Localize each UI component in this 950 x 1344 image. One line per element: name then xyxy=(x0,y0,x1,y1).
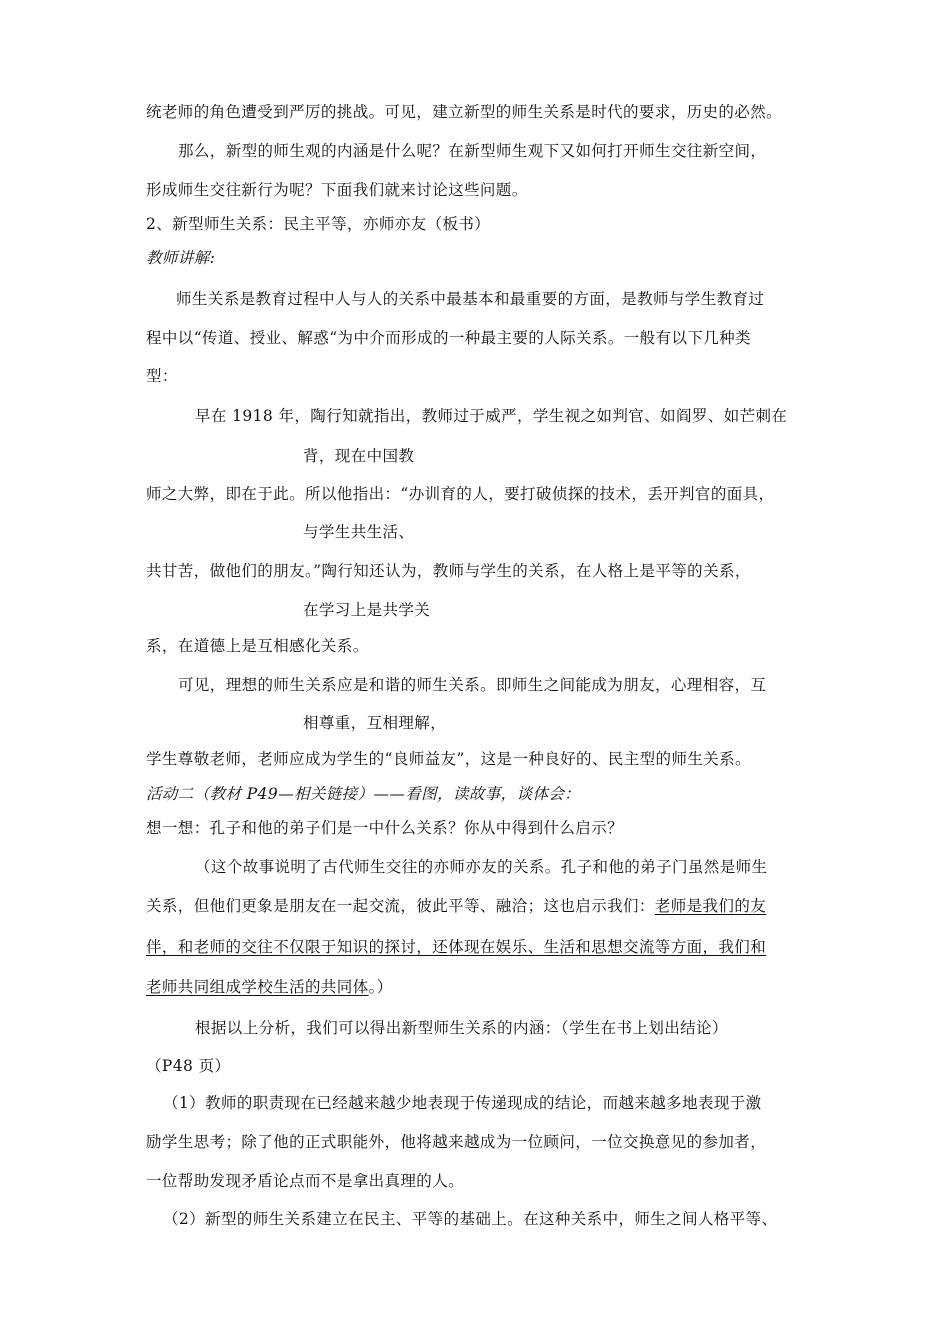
teacher-explanation-label: 教师讲解: xyxy=(146,249,216,267)
text-line: 背，现在中国教 xyxy=(303,447,415,465)
text-line: （2）新型的师生关系建立在民主、平等的基础上。在这种关系中，师生之间人格平等、 xyxy=(163,1210,778,1228)
underlined-text: 老师是我们的友 xyxy=(654,897,767,915)
page-reference: （P48 页） xyxy=(146,1057,231,1075)
text-line: 程中以“传道、授业、解惑“为中介而形成的一种最主要的人际关系。一般有以下几种类 xyxy=(146,329,751,347)
text-line xyxy=(146,977,393,997)
text-line: 形成师生交往新行为呢？下面我们就来讨论这些问题。 xyxy=(146,181,528,199)
text-line: （这个故事说明了古代师生交往的亦师亦友的关系。孔子和他的弟子门虽然是师生 xyxy=(195,858,768,876)
text-segment: 关系，但他们更象是朋友在一起交流，彼此平等、融洽；这也启示我们： xyxy=(146,897,655,915)
text-line: 那么，新型的师生观的内涵是什么呢？在新型师生观下又如何打开师生交往新空间， xyxy=(178,142,767,160)
text-line: 可见，理想的师生关系应是和谐的师生关系。即师生之间能成为朋友，心理相容，互 xyxy=(178,676,767,694)
text-line xyxy=(146,896,766,916)
text-line: 一位帮助发现矛盾论点而不是拿出真理的人。 xyxy=(146,1172,465,1190)
text-line: 师生关系是教育过程中人与人的关系中最基本和最重要的方面，是教师与学生教育过 xyxy=(176,290,765,308)
text-line: 根据以上分析，我们可以得出新型师生关系的内涵：（学生在书上划出结论） xyxy=(195,1019,728,1037)
text-line: 在学习上是共学关 xyxy=(303,601,431,619)
text-line: 相尊重，互相理解， xyxy=(303,714,447,732)
underlined-text: 伴，和老师的交往不仅限于知识的探讨，还体现在娱乐、生活和思想交流等方面，我们和 xyxy=(146,938,767,956)
text-line: 学生尊敬老师，老师应成为学生的“良师益友”，这是一种良好的、民主型的师生关系。 xyxy=(146,750,751,768)
text-line: 与学生共生活、 xyxy=(303,523,415,541)
activity-heading: 活动二（教材 P49—相关链接）——看图，读故事，谈体会： xyxy=(146,785,581,803)
text-segment: 。） xyxy=(368,978,393,996)
question-line: 想一想：孔子和他的弟子们是一中什么关系？你从中得到什么启示？ xyxy=(146,819,624,837)
section-heading: 2、新型师生关系：民主平等，亦师亦友（板书） xyxy=(146,215,491,233)
text-line: 系，在道德上是互相感化关系。 xyxy=(146,637,369,655)
text-line: 早在 1918 年，陶行知就指出，教师过于威严，学生视之如判官、如阎罗、如芒刺在 xyxy=(195,407,788,425)
text-line: 励学生思考；除了他的正式职能外，他将越来越成为一位顾问，一位交换意见的参加者， xyxy=(146,1133,767,1151)
text-line: 型： xyxy=(146,367,178,385)
text-line: 共甘苦，做他们的朋友。”陶行知还认为，教师与学生的关系，在人格上是平等的关系， xyxy=(146,562,751,580)
text-line: 师之大弊，即在于此。所以他指出：“办训育的人，要打破侦探的技术，丢开判官的面具， xyxy=(146,485,775,503)
underlined-text: 老师共同组成学校生活的共同体 xyxy=(146,978,369,996)
text-line: 统老师的角色遭受到严厉的挑战。可见，建立新型的师生关系是时代的要求，历史的必然。 xyxy=(146,103,783,121)
text-line: （1）教师的职责现在已经越来越少地表现于传递现成的结论，而越来越多地表现于激 xyxy=(163,1094,762,1112)
